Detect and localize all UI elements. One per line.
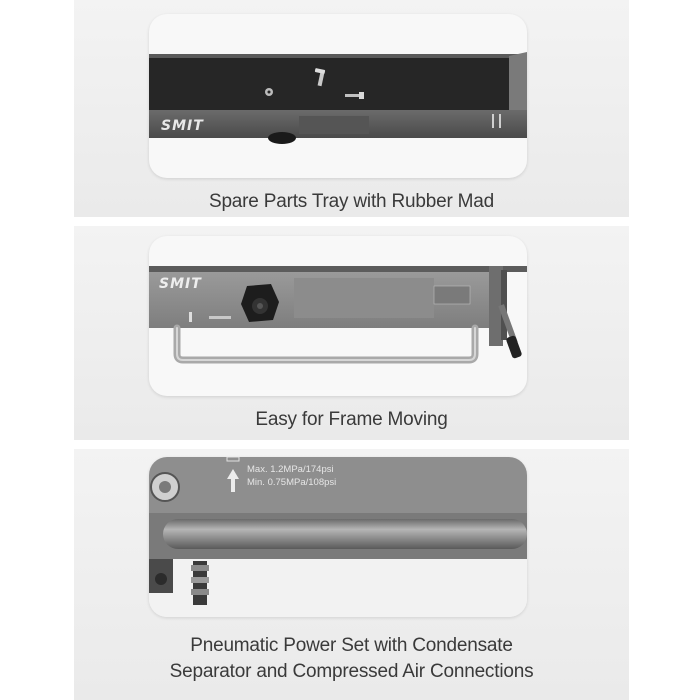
spare-parts-tray-photo [149, 14, 527, 178]
caption-pneumatic-power-set [74, 633, 629, 685]
caption-frame-moving: Easy for Frame Moving [255, 409, 448, 430]
pneumatic-set-illustration [149, 457, 527, 617]
pressure-gauge [151, 473, 179, 501]
brand-logo: SMIT [159, 276, 202, 292]
frame-handle-illustration [149, 236, 527, 396]
carry-handle [177, 328, 475, 360]
caption-line-2: Separator and Compressed Air Connections [169, 661, 534, 682]
washer-part [265, 88, 273, 96]
feature-panel-pneumatic-power-set [74, 449, 629, 700]
pressure-spec-max: Max. 1.2MPa/174psi [247, 464, 334, 475]
feature-panel-frame-moving [74, 226, 629, 440]
pneumatic-set-photo [149, 457, 527, 617]
feature-panel-spare-parts-tray [74, 0, 629, 217]
caption-line-1: Pneumatic Power Set with Condensate [190, 635, 513, 656]
rubber-mat [149, 54, 527, 110]
regulator-housing [149, 457, 527, 513]
compressed-air-connector [191, 561, 209, 605]
condensate-separator-pipe [163, 519, 527, 549]
brand-logo: SMIT [161, 118, 204, 134]
locking-knob [241, 284, 279, 322]
spare-parts-tray-illustration [149, 14, 527, 178]
caption-spare-parts-tray: Spare Parts Tray with Rubber Mad [208, 191, 495, 212]
pressure-spec-min: Min. 0.75MPa/108psi [247, 477, 337, 488]
frame-handle-photo [149, 236, 527, 396]
